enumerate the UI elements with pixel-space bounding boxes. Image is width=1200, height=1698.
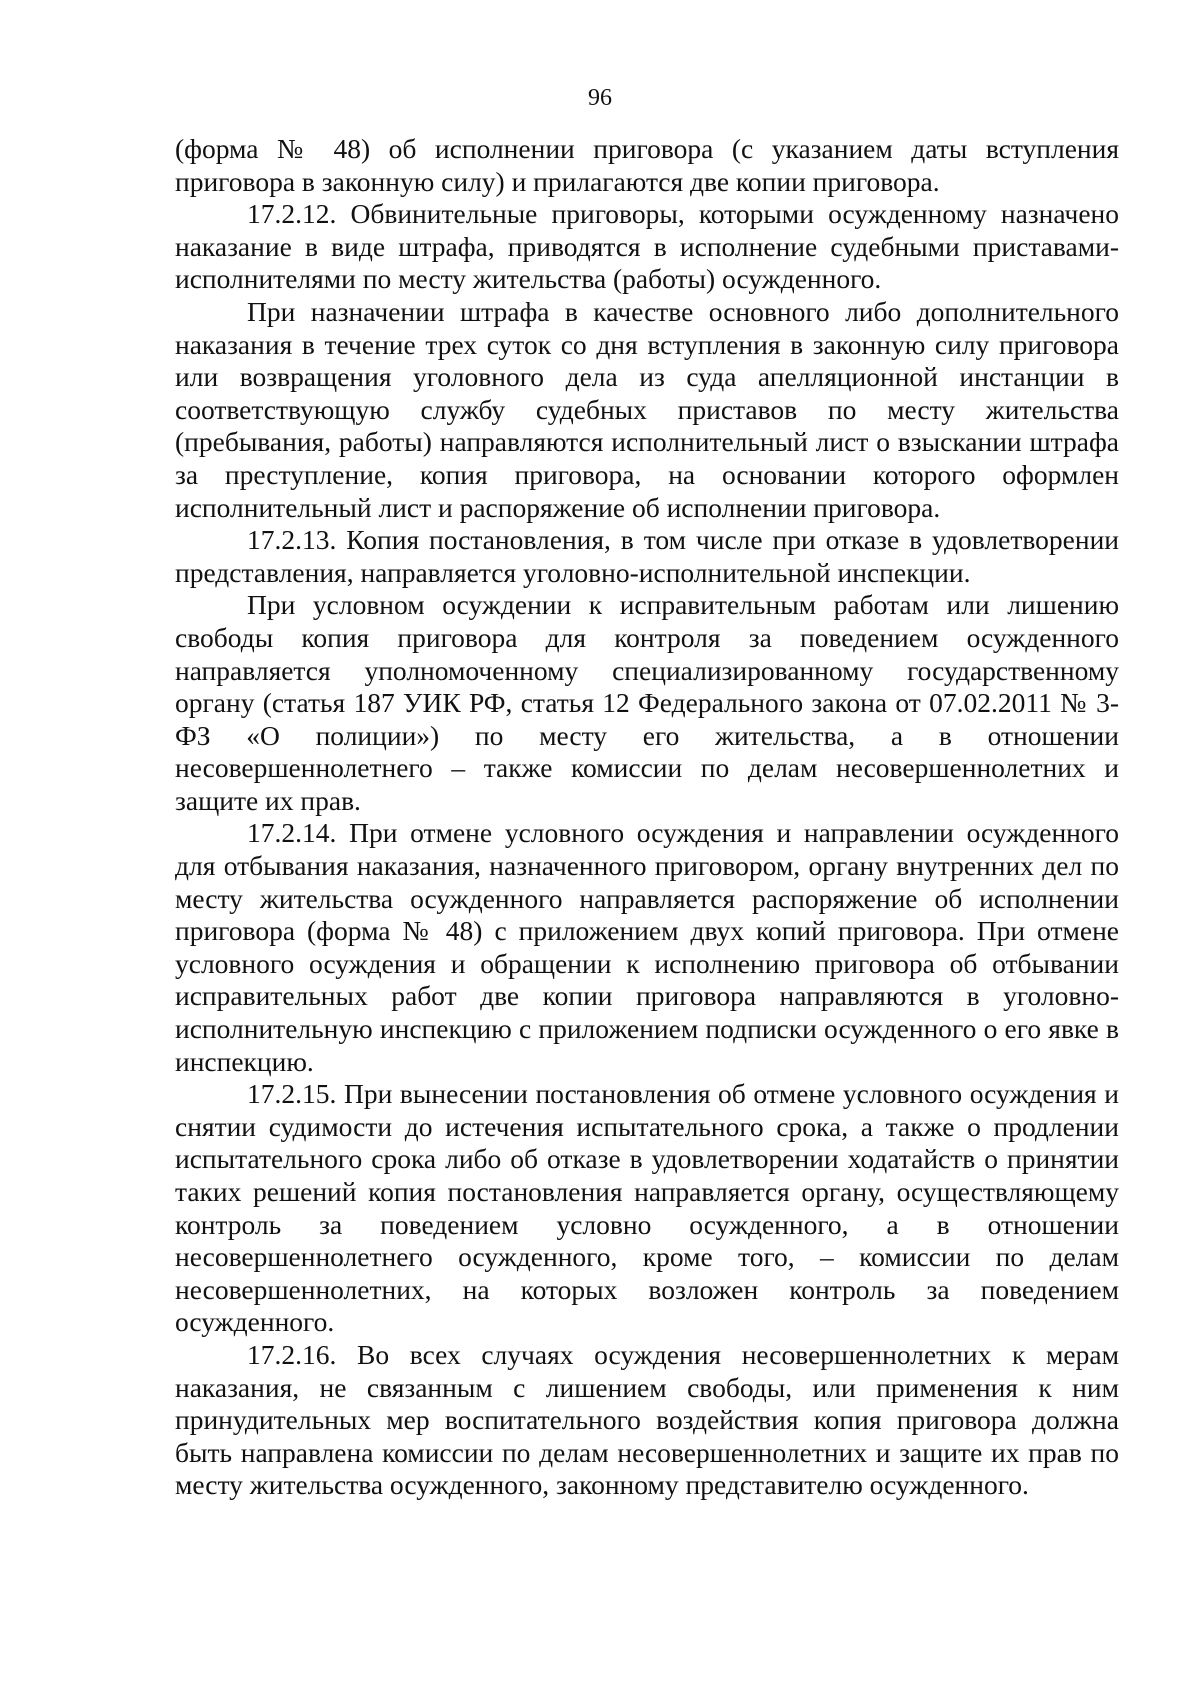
paragraph-17-2-16: 17.2.16. Во всех случаях осуждения несовершеннолетних к мерам наказания, не связанным с лишением свободы, или применения к ним принудительных мер воспитательного воздействия копия приговора должна быть направлена комиссии по делам несовершеннолетних и защите их прав по месту жительства осужденного, законному представителю осужденного. (175, 1338, 1119, 1501)
paragraph-conditional-sentence: При условном осуждении к исправительным работам или лишению свободы копия приговора для контроля за поведением осужденного направляется уполномоченному специализированному государственному органу (статья 187 УИК РФ, статья 12 Федерального закона от 07.02.2011 № 3-ФЗ «О полиции») по месту его жительства, а в отношении несовершеннолетнего – также комиссии по делам несовершеннолетних и защите их прав. (175, 589, 1119, 816)
paragraph-17-2-12: 17.2.12. Обвинительные приговоры, которыми осужденному назначено наказание в виде штрафа, приводятся в исполнение судебными приставами-исполнителями по месту жительства (работы) осужденного. (175, 198, 1119, 295)
paragraph-17-2-15: 17.2.15. При вынесении постановления об отмене условного осуждения и снятии судимости до истечения испытательного срока, а также о продлении испытательного срока либо об отказе в удовлетворении ходатайств о принятии таких решений копия постановления направляется органу, осуществляющему контроль за поведением условно осужденного, а в отношении несовершеннолетнего осужденного, кроме того, – комиссии по делам несовершеннолетних, на которых возложен контроль за поведением осужденного. (175, 1078, 1119, 1338)
paragraph-continuation: (форма № 48) об исполнении приговора (с указанием даты вступления приговора в законную силу) и прилагаются две копии приговора. (175, 133, 1119, 197)
paragraph-17-2-14: 17.2.14. При отмене условного осуждения и направлении осужденного для отбывания наказания, назначенного приговором, органу внутренних дел по месту жительства осужденного направляется распоряжение об исполнении приговора (форма № 48) с приложением двух копий приговора. При отмене условного осуждения и обращении к исполнению приговора об отбывании исправительных работ две копии приговора направляются в уголовно-исполнительную инспекцию с приложением подписки осужденного о его явке в инспекцию. (175, 817, 1119, 1077)
paragraph-17-2-13: 17.2.13. Копия постановления, в том числе при отказе в удовлетворении представления, направляется уголовно-исполнительной инспекции. (175, 524, 1119, 588)
paragraph-fine-assignment: При назначении штрафа в качестве основного либо дополнительного наказания в течение трех суток со дня вступления в законную силу приговора или возвращения уголовного дела из суда апелляционной инстанции в соответствующую службу судебных приставов по месту жительства (пребывания, работы) направляются исполнительный лист о взыскании штрафа за преступление, копия приговора, на основании которого оформлен исполнительный лист и распоряжение об исполнении приговора. (175, 295, 1119, 523)
page-number: 96 (588, 85, 612, 111)
document-body (175, 133, 1119, 1502)
